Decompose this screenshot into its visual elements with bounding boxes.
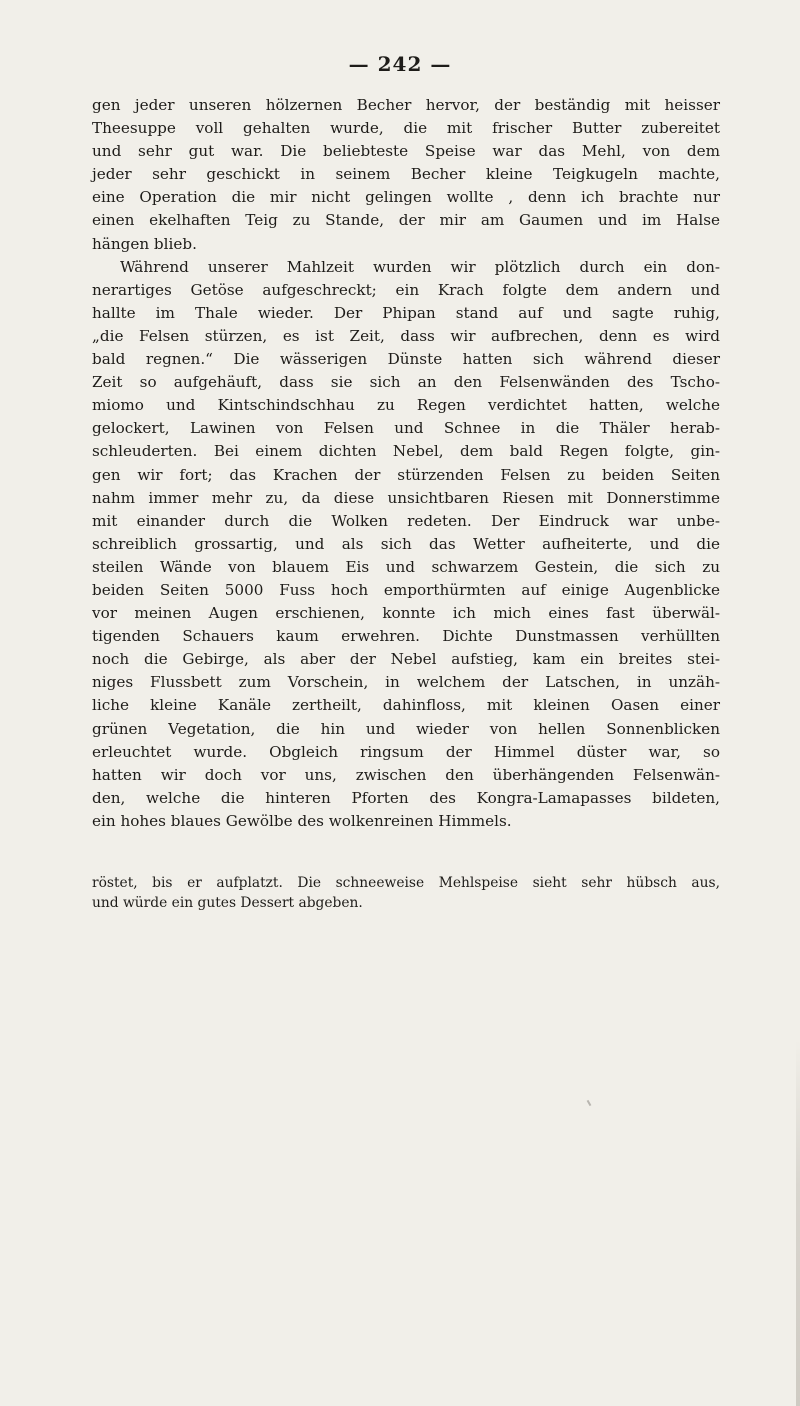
text-line: erleuchtet wurde. Obgleich ringsum der Himmel düster war, so xyxy=(92,742,720,761)
text-line: und sehr gut war. Die beliebteste Speise war das Mehl, von dem xyxy=(92,142,720,161)
text-line: Zeit so aufgehäuft, dass sie sich an den Felsenwänden des Tscho- xyxy=(92,373,720,392)
footnote-line: und würde ein gutes Dessert abgeben. xyxy=(92,895,363,911)
text-line: liche kleine Kanäle zertheilt, dahinfloss, mit kleinen Oasen einer xyxy=(92,696,720,715)
text-line: steilen Wände von blauem Eis und schwarzem Gestein, die sich zu xyxy=(92,557,720,576)
text-line: eine Operation die mir nicht gelingen wollte , denn ich brachte nur xyxy=(92,188,720,207)
text-line: mit einander durch die Wolken redeten. Der Eindruck war unbe- xyxy=(92,511,720,530)
text-line: nahm immer mehr zu, da diese unsichtbaren Riesen mit Donnerstimme xyxy=(92,488,720,507)
text-line: hallte im Thale wieder. Der Phipan stand auf und sagte ruhig, xyxy=(92,303,720,322)
paper-speck xyxy=(587,1100,592,1106)
text-line: schreiblich grossartig, und als sich das Wetter aufheiterte, und die xyxy=(92,534,720,553)
text-line: beiden Seiten 5000 Fuss hoch emporthürmten auf einige Augenblicke xyxy=(92,580,720,599)
text-line: noch die Gebirge, als aber der Nebel aufstieg, kam ein breites stei- xyxy=(92,650,720,669)
text-line: gelockert, Lawinen von Felsen und Schnee in die Thäler herab- xyxy=(92,419,720,438)
page-edge-shadow xyxy=(796,1040,800,1406)
page-number: — 242 — xyxy=(348,52,452,76)
text-line: ein hohes blaues Gewölbe des wolkenreinen Himmels. xyxy=(92,811,512,830)
text-line: hängen blieb. xyxy=(92,234,197,253)
text-line: Während unserer Mahlzeit wurden wir plötzlich durch ein don- xyxy=(120,257,720,276)
text-line: „die Felsen stürzen, es ist Zeit, dass wir aufbrechen, denn es wird xyxy=(92,326,720,345)
main-text xyxy=(92,94,720,833)
text-line: jeder sehr geschickt in seinem Becher kleine Teigkugeln machte, xyxy=(92,165,720,184)
text-line: nerartiges Getöse aufgeschreckt; ein Krach folgte dem andern und xyxy=(92,280,720,299)
text-line: niges Flussbett zum Vorschein, in welchem der Latschen, in unzäh- xyxy=(92,673,720,692)
footnote-line: röstet, bis er aufplatzt. Die schneeweise Mehlspeise sieht sehr hübsch aus, xyxy=(92,875,720,891)
text-line: den, welche die hinteren Pforten des Kongra-Lamapasses bildeten, xyxy=(92,788,720,807)
text-line: schleuderten. Bei einem dichten Nebel, dem bald Regen folgte, gin- xyxy=(92,442,720,461)
footnote xyxy=(92,873,720,913)
text-line: hatten wir doch vor uns, zwischen den überhängenden Felsenwän- xyxy=(92,765,720,784)
text-line: grünen Vegetation, die hin und wieder von hellen Sonnenblicken xyxy=(92,719,720,738)
text-line: miomo und Kintschindschhau zu Regen verdichtet hatten, welche xyxy=(92,396,720,415)
text-line: einen ekelhaften Teig zu Stande, der mir am Gaumen und im Halse xyxy=(92,211,720,230)
text-line: bald regnen.“ Die wässerigen Dünste hatten sich während dieser xyxy=(92,350,720,369)
text-line: tigenden Schauers kaum erwehren. Dichte Dunstmassen verhüllten xyxy=(92,627,720,646)
text-line: Theesuppe voll gehalten wurde, die mit frischer Butter zubereitet xyxy=(92,119,720,138)
text-line: gen jeder unseren hölzernen Becher hervor, der beständig mit heisser xyxy=(92,96,720,114)
text-line: vor meinen Augen erschienen, konnte ich mich eines fast überwäl- xyxy=(92,604,720,623)
text-line: gen wir fort; das Krachen der stürzenden Felsen zu beiden Seiten xyxy=(92,465,720,484)
